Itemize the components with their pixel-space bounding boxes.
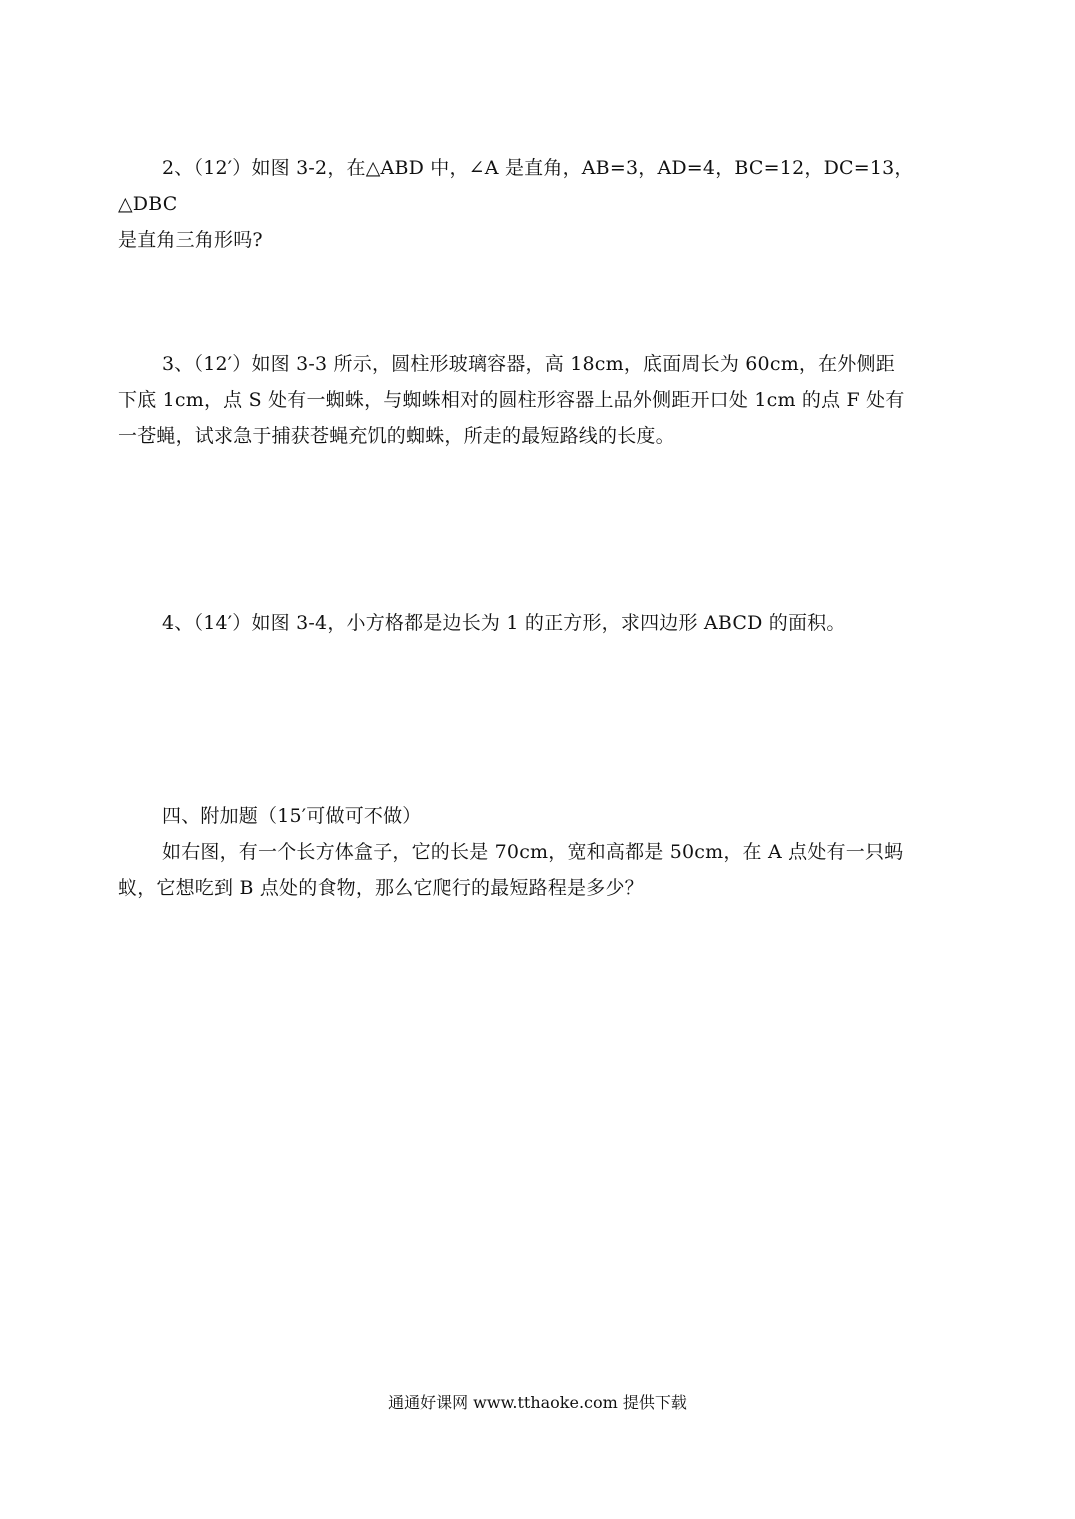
- question-3-line-3: 一苍蝇，试求急于捕获苍蝇充饥的蜘蛛，所走的最短路线的长度。: [118, 425, 675, 447]
- extra-question-line-1: 如右图，有一个长方体盒子，它的长是 70cm，宽和高都是 50cm，在 A 点处有一只蚂: [162, 841, 904, 863]
- question-3-line-1: 3、（12′）如图 3-3 所示，圆柱形玻璃容器，高 18cm，底面周长为 60cm，在外侧距: [162, 353, 895, 375]
- extra-question: [118, 798, 960, 906]
- extra-question-heading: 四、附加题（15′可做可不做）: [162, 805, 422, 827]
- question-3: [118, 346, 960, 454]
- question-2-line-2: 是直角三角形吗?: [118, 229, 263, 251]
- question-2: [118, 150, 960, 258]
- question-4-line-1: 4、（14′）如图 3-4，小方格都是边长为 1 的正方形，求四边形 ABCD 的面积。: [162, 612, 846, 634]
- question-3-line-2: 下底 1cm，点 S 处有一蜘蛛，与蜘蛛相对的圆柱形容器上品外侧距开口处 1cm 的点 F 处有: [118, 389, 905, 411]
- question-4: [118, 605, 960, 641]
- question-2-line-1: 2、（12′）如图 3-2，在△ABD 中，∠A 是直角，AB=3，AD=4，BC=12，DC=13，△DBC: [118, 157, 914, 215]
- extra-question-line-2: 蚁，它想吃到 B 点处的食物，那么它爬行的最短路程是多少？: [118, 877, 644, 899]
- page-footer: 通通好课网 www.tthaoke.com 提供下载: [388, 1393, 687, 1412]
